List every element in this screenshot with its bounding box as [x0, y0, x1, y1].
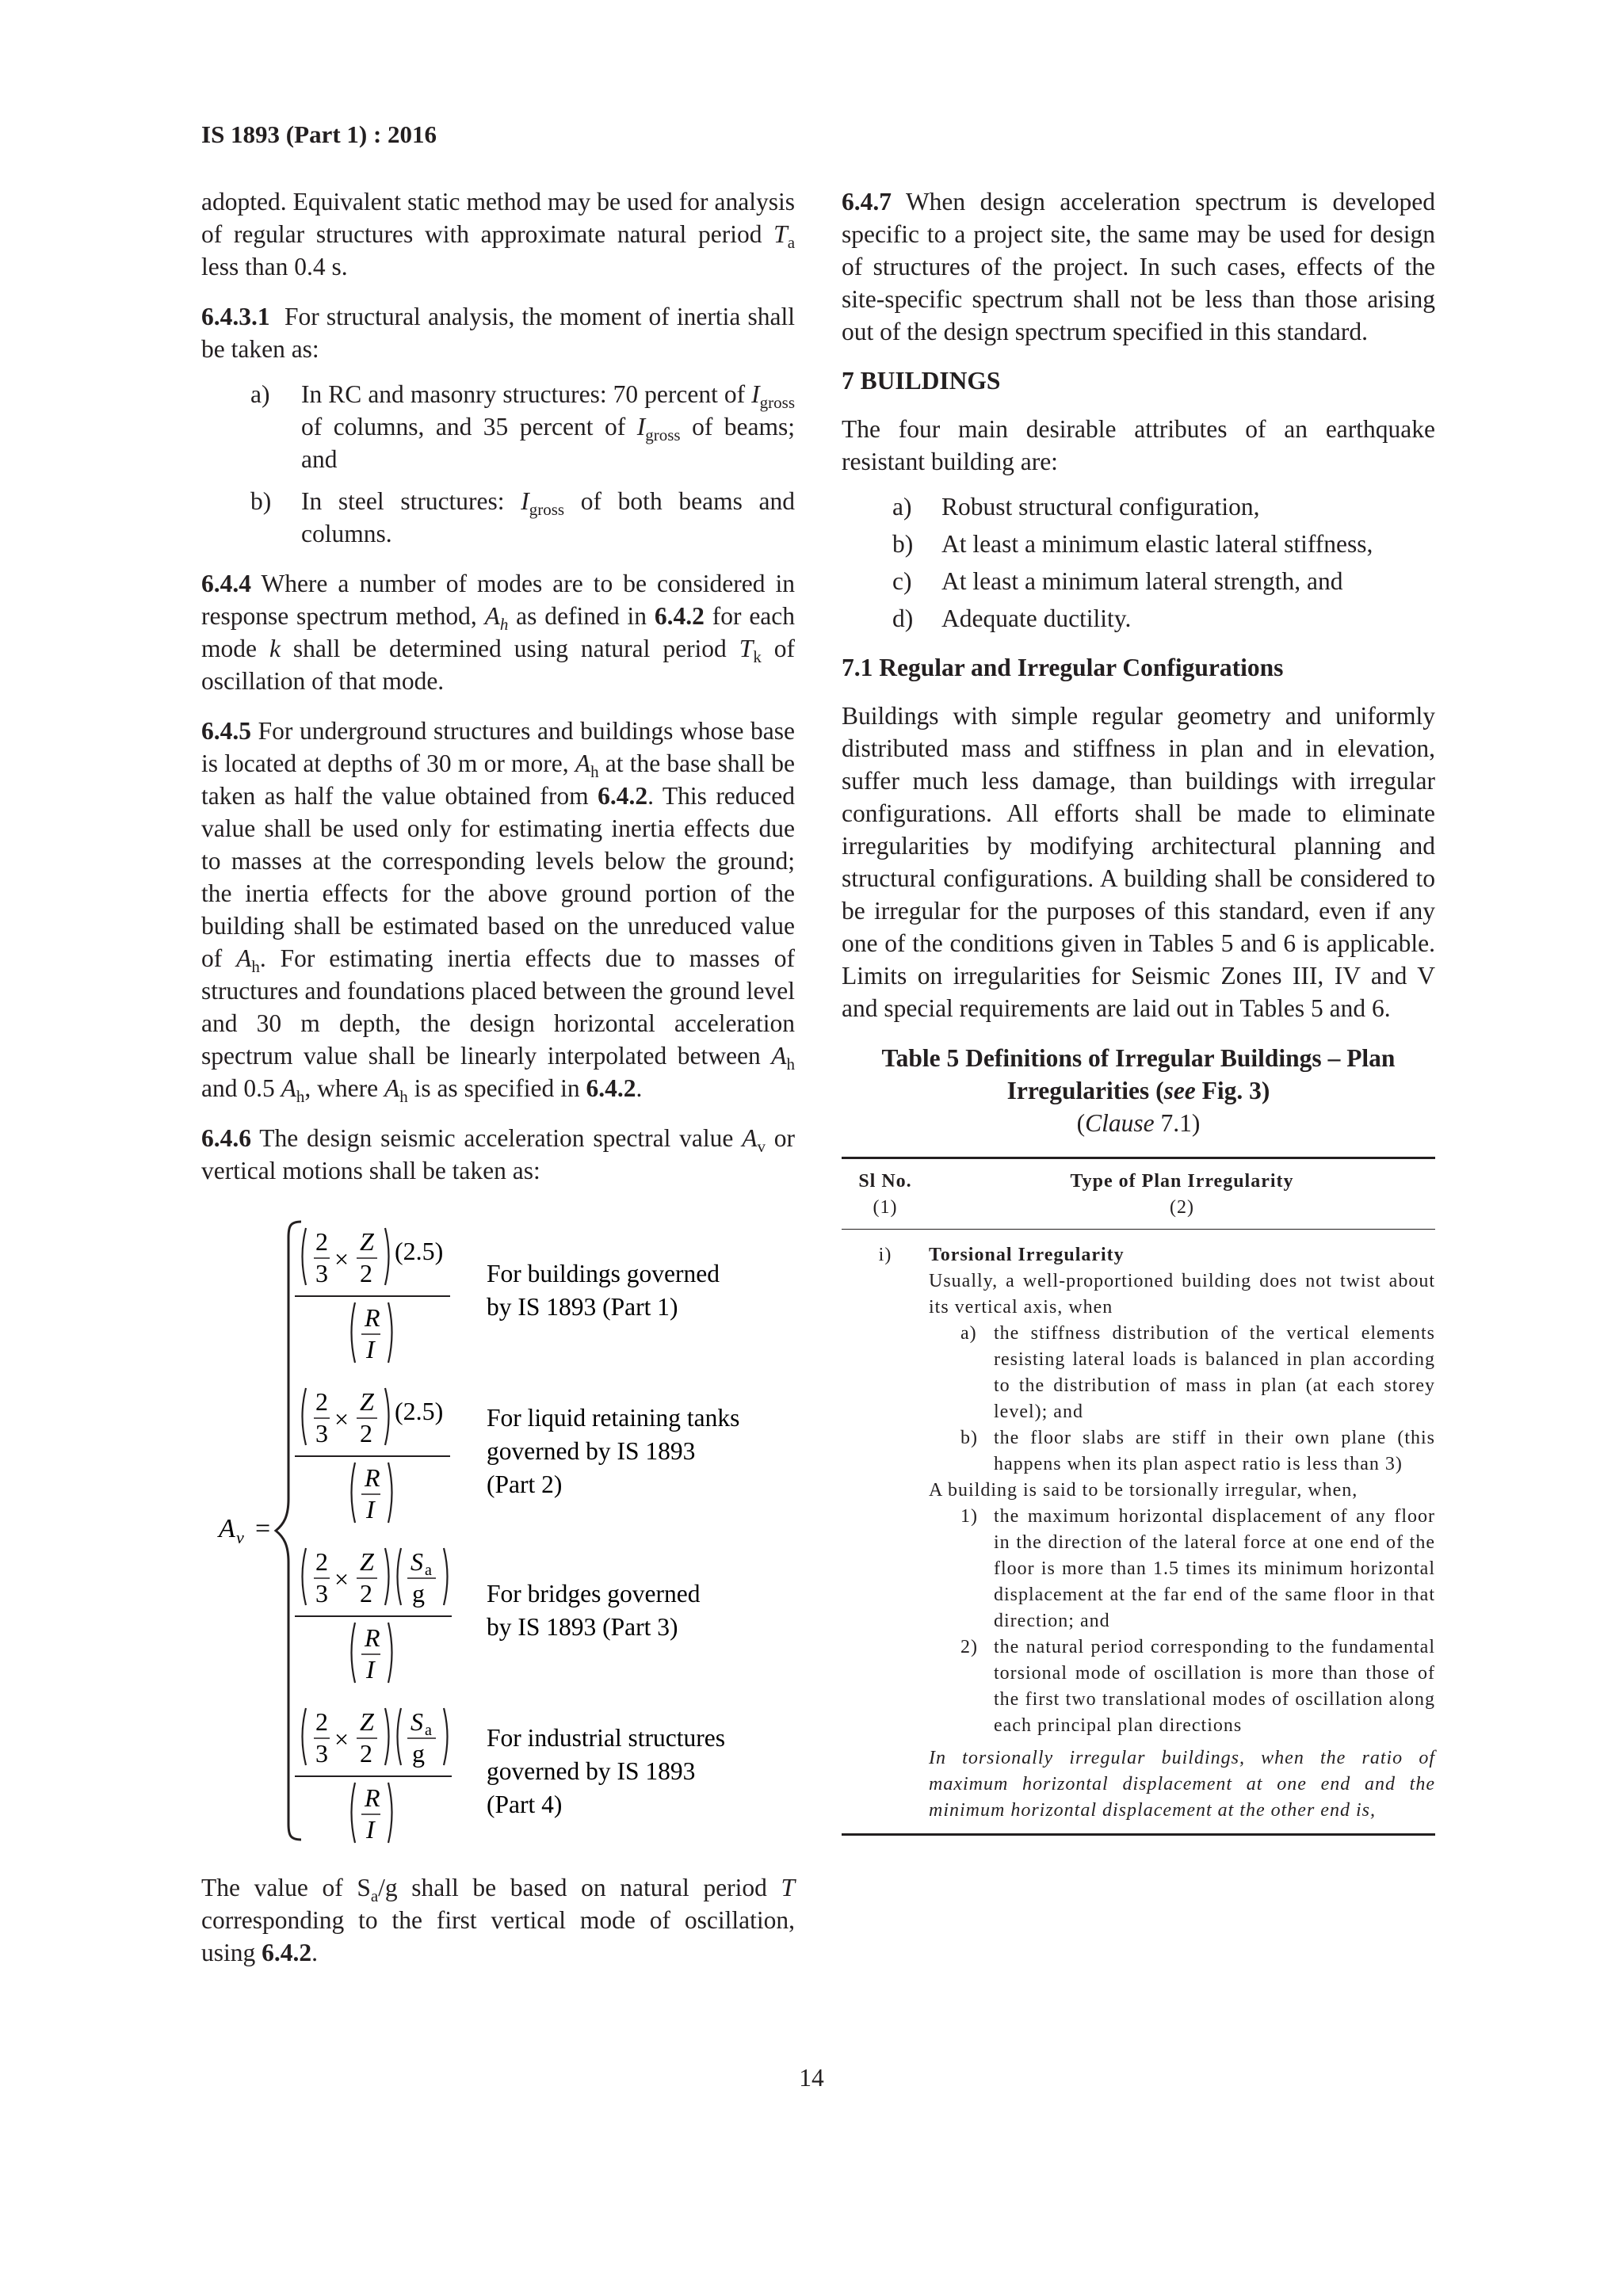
right-paren	[388, 1783, 392, 1843]
i-symbol: I	[366, 1495, 375, 1524]
r-symbol: R	[365, 1783, 380, 1812]
formula-lhs-a: A	[219, 1514, 235, 1543]
case-text-line: governed by IS 1893	[487, 1757, 696, 1785]
z-symbol: Z	[360, 1547, 374, 1576]
page-header: IS 1893 (Part 1) : 2016	[201, 120, 437, 148]
r-symbol: R	[365, 1463, 380, 1492]
col-type: Type of Plan Irregularity	[1070, 1171, 1294, 1192]
table-header	[842, 1159, 1435, 1230]
factor-2-5: (2.5)	[395, 1397, 444, 1425]
case-text-line: For industrial structures	[487, 1724, 725, 1752]
right-paren	[385, 1388, 389, 1445]
left-paren	[303, 1548, 307, 1605]
clause-6-4-7: 6.4.7 When design acceleration spectrum is developed specific to a project site, the same may be used for design of structures of the project. In such cases, effects of the site-specific spectrum shall not be less than those arising out of the design spectrum specified in this standard.	[842, 188, 1435, 345]
z-symbol: Z	[360, 1707, 374, 1736]
av-formula	[201, 1206, 795, 1855]
case-text-line: governed by IS 1893	[487, 1437, 696, 1465]
subscript-a: a	[425, 1722, 432, 1739]
left-paren	[303, 1388, 307, 1445]
case-text-line: (Part 4)	[487, 1791, 563, 1818]
clause-6-4-4: 6.4.4 Where a number of modes are to be considered in response spectrum method, $A_h$ as defined in 6.4.2 for each mode k shall be determined using natural period $T_k$ of oscillation of that mode.	[201, 570, 796, 695]
numeral-two: 2	[315, 1707, 328, 1736]
row-item-a: a) the stiffness distribution of the vertical elements resisting lateral loads is balanced in plan according to the distribution of mass in plan (at each storey level); and	[960, 1323, 1435, 1422]
page-number: 14	[799, 2064, 824, 2092]
right-paren	[444, 1708, 448, 1765]
row-item-b: b) the floor slabs are stiff in their own plane (this happens when its plan aspect ratio is less than 3)	[960, 1428, 1435, 1474]
attributes-list	[842, 490, 1435, 635]
list-item-a: a) In RC and masonry structures: 70 percent of $I_{gross}$ of columns, and 35 percent of $I_{gross}$ of beams; and	[250, 380, 796, 473]
numeral-two: 2	[315, 1547, 328, 1576]
formula-cases	[295, 1227, 739, 1844]
times-sign: ×	[334, 1725, 349, 1753]
right-paren	[444, 1548, 448, 1605]
z-symbol: Z	[360, 1387, 374, 1416]
numeral-two: 2	[360, 1739, 372, 1768]
case-text-line: For bridges governed	[487, 1580, 701, 1608]
section-7-1-text: Buildings with simple regular geometry and uniformly distributed mass and stiffness in plan and in elevation, suffer much less damage, than buildings with irregular configurations. All efforts shall be made to eliminate irregularities by modifying architectural planning and structural configurations. A building shall be considered to be irregular for the purposes of this standard, even if any one of the conditions given in Tables 5 and 6 is applicable. Limits on irregularities for Seismic Zones III, IV and V and special requirements are laid out in Tables 5 and 6.	[842, 702, 1435, 1022]
row-intro: Usually, a well-proportioned building does not twist about its vertical axis, when	[929, 1271, 1435, 1318]
times-sign: ×	[334, 1565, 349, 1593]
left-paren	[352, 1463, 356, 1523]
right-paren	[388, 1302, 392, 1363]
moment-of-inertia-list	[201, 378, 795, 550]
numeral-two: 2	[315, 1387, 328, 1416]
clause-6-4-3-1: 6.4.3.1 For structural analysis, the moment of inertia shall be taken as:	[201, 303, 796, 363]
left-column	[201, 185, 795, 1986]
numeral-three: 3	[315, 1579, 328, 1608]
row-item-1: 1) the maximum horizontal displacement of any floor in the direction of the lateral force at one end of the floor is more than 1.5 times its minimum horizontal displacement at the far end of the same floor in that direction; and	[960, 1506, 1435, 1631]
clause-6-4-5: 6.4.5 For underground structures and buildings whose base is located at depths of 30 m or more, $A_h$ at the base shall be taken as half the value obtained from 6.4.2. This reduced value shall be used only for estimating inertia effects due to masses at the corresponding levels below the ground; the inertia effects for the above ground portion of the building shall be estimated based on the unreduced value of $A_h$. For estimating inertia effects due to masses of structures and foundations placed between the ground level and 30 m depth, the design horizontal acceleration spectrum value shall be linearly interpolated between $A_h$ and 0.5 $A_h$, where $A_h$ is as specified in 6.4.2.	[201, 717, 796, 1106]
row-item-2: 2) the natural period corresponding to the fundamental torsional mode of oscillation is more than those of the first two translational modes of oscillation along each principal plan directions	[960, 1637, 1435, 1736]
r-symbol: R	[365, 1303, 380, 1332]
right-paren	[385, 1228, 389, 1285]
case-text-line: by IS 1893 (Part 3)	[487, 1613, 678, 1641]
left-paren	[352, 1623, 356, 1683]
factor-2-5: (2.5)	[395, 1237, 444, 1265]
left-paren	[303, 1708, 307, 1765]
i-symbol: I	[366, 1335, 375, 1363]
av-formula-graphic	[201, 1206, 795, 1855]
g-symbol: g	[412, 1739, 425, 1768]
brace	[276, 1222, 301, 1840]
r-symbol: R	[365, 1623, 380, 1652]
formula-lhs-v: v	[236, 1527, 244, 1547]
numeral-three: 3	[315, 1419, 328, 1447]
numeral-two: 2	[360, 1579, 372, 1608]
case-text-line: For buildings governed	[487, 1260, 720, 1287]
table-5-caption	[842, 1042, 1435, 1139]
numeral-two: 2	[360, 1259, 372, 1287]
s-symbol: S	[411, 1707, 423, 1736]
section-7-title: 7 BUILDINGS	[842, 367, 1001, 395]
right-column	[842, 185, 1435, 1836]
subscript-a: a	[425, 1562, 432, 1579]
attribute-item: a) Robust structural configuration,	[892, 493, 1260, 521]
col-2-num: (2)	[1170, 1197, 1194, 1218]
table-row	[842, 1230, 1435, 1833]
paragraph-sa-g: The value of $S_a/g$ shall be based on natural period T corresponding to the first vertical mode of oscillation, using 6.4.2.	[201, 1874, 795, 1966]
right-paren	[385, 1548, 389, 1605]
right-paren	[388, 1623, 392, 1683]
numeral-three: 3	[315, 1259, 328, 1287]
numeral-three: 3	[315, 1739, 328, 1768]
g-symbol: g	[412, 1579, 425, 1608]
col-1-num: (1)	[873, 1197, 898, 1218]
row-mid: A building is said to be torsionally irregular, when,	[929, 1480, 1358, 1501]
table-5-title-line1: Table 5 Definitions of Irregular Buildings – Plan	[881, 1044, 1396, 1072]
attribute-item: d) Adequate ductility.	[892, 605, 1132, 632]
attribute-item: b) At least a minimum elastic lateral stiffness,	[892, 530, 1373, 558]
i-symbol: I	[366, 1655, 375, 1684]
table-5-title-line2: Irregularities (see Fig. 3)	[1006, 1077, 1270, 1104]
right-paren	[385, 1708, 389, 1765]
case-text-line: For liquid retaining tanks	[487, 1404, 740, 1432]
numeral-two: 2	[360, 1419, 372, 1447]
times-sign: ×	[334, 1245, 349, 1273]
section-7-intro: The four main desirable attributes of an earthquake resistant building are:	[842, 415, 1435, 475]
right-paren	[388, 1463, 392, 1523]
left-paren	[352, 1783, 356, 1843]
case-text-line: (Part 2)	[487, 1470, 563, 1498]
attribute-item: c) At least a minimum lateral strength, and	[892, 567, 1343, 595]
left-paren	[352, 1302, 356, 1363]
paragraph-continued: adopted. Equivalent static method may be used for analysis of regular structures with approximate natural period $T_a$ less than 0.4 s.	[201, 188, 796, 280]
formula-equals: =	[255, 1514, 271, 1543]
times-sign: ×	[334, 1405, 349, 1433]
row-note: In torsionally irregular buildings, when the ratio of maximum horizontal displacement at one end and the minimum horizontal displacement at the other end is,	[929, 1748, 1435, 1821]
case-text-line: by IS 1893 (Part 1)	[487, 1293, 678, 1321]
s-symbol: S	[411, 1547, 423, 1576]
left-paren	[303, 1228, 307, 1285]
i-symbol: I	[366, 1815, 375, 1844]
list-item-b: b) In steel structures: $I_{gross}$ of both beams and columns.	[250, 487, 796, 547]
z-symbol: Z	[360, 1227, 374, 1256]
row-title: Torsional Irregularity	[929, 1245, 1125, 1265]
row-number: i)	[878, 1245, 892, 1265]
table-5-clause: (Clause 7.1)	[1076, 1109, 1201, 1137]
col-sl-no: Sl No.	[858, 1171, 912, 1192]
table-5	[842, 1157, 1435, 1836]
numeral-two: 2	[315, 1227, 328, 1256]
left-paren	[398, 1548, 402, 1605]
section-7-1-title: 7.1 Regular and Irregular Configurations	[842, 654, 1284, 681]
clause-6-4-6: 6.4.6 The design seismic acceleration spectral value $A_v$ or vertical motions shall be taken as:	[201, 1124, 796, 1184]
left-paren	[398, 1708, 402, 1765]
